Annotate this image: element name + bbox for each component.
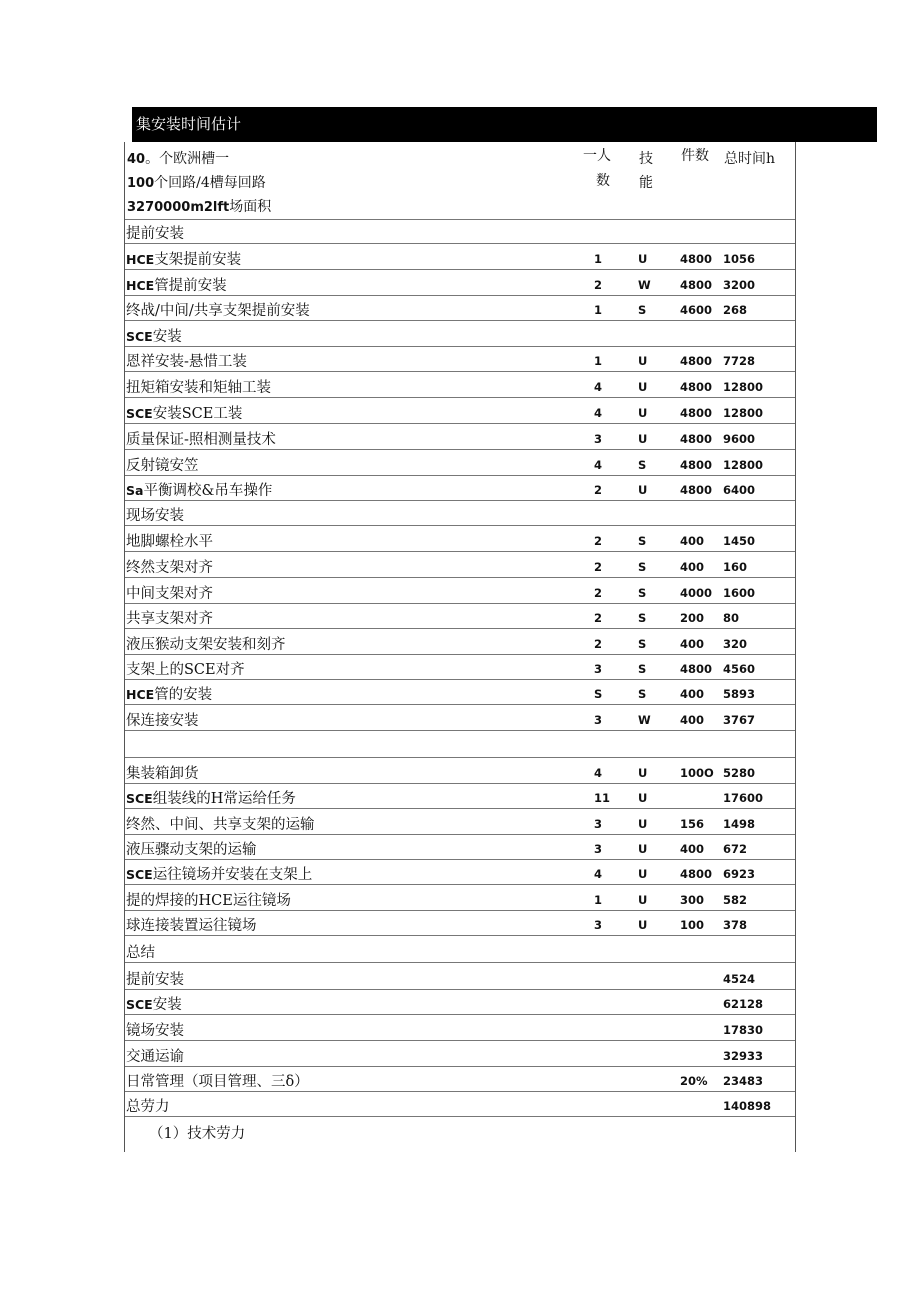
row-label xyxy=(126,325,182,346)
row-label-prefix: Sa xyxy=(126,483,144,498)
row-label-text: 现场安装 xyxy=(126,508,184,524)
total-hours: 6923 xyxy=(723,867,756,881)
col-people-line-1: 一人 xyxy=(583,148,611,164)
people-count: 3 xyxy=(594,918,603,932)
total-hours: 1600 xyxy=(723,586,756,600)
total-hours: 23483 xyxy=(723,1074,764,1088)
skill-code: U xyxy=(638,817,648,831)
people-count: 4 xyxy=(594,380,603,394)
total-hours: 12800 xyxy=(723,380,764,394)
total-hours: 7728 xyxy=(723,354,756,368)
row-label-text: 共享支架对齐 xyxy=(126,611,213,627)
skill-code: U xyxy=(638,252,648,266)
piece-count: 4800 xyxy=(680,662,713,676)
row-label-text: 交通运谕 xyxy=(126,1049,184,1065)
people-count: 2 xyxy=(594,637,603,651)
table-row xyxy=(125,629,795,655)
row-label xyxy=(126,941,155,962)
row-label-prefix: HCE xyxy=(126,252,155,267)
table-row xyxy=(125,1067,795,1092)
row-label-text: 日常管理（项目管理、三δ） xyxy=(126,1074,309,1090)
row-label xyxy=(126,683,212,704)
row-label-text: 保连接安装 xyxy=(126,713,199,729)
row-label xyxy=(126,762,199,783)
total-hours: 5280 xyxy=(723,766,756,780)
footnote: （1）技术劳力 xyxy=(149,1126,246,1142)
people-count: 3 xyxy=(594,662,603,676)
row-label xyxy=(126,428,276,449)
table-row xyxy=(125,552,795,578)
row-label-prefix: SCE xyxy=(126,406,153,421)
table-row xyxy=(125,450,795,476)
row-label-text: 平衡调校&吊车操作 xyxy=(143,483,273,499)
header-line-3-text: 场面积 xyxy=(229,199,272,215)
people-count: 1 xyxy=(594,303,603,317)
row-label xyxy=(126,530,213,551)
row-label xyxy=(126,709,199,730)
row-label-text: 地脚螺栓水平 xyxy=(126,534,213,550)
people-count: 2 xyxy=(594,586,603,600)
piece-count: 300 xyxy=(680,893,705,907)
row-label xyxy=(126,248,241,269)
row-label-text: 安装 xyxy=(152,997,182,1013)
total-hours: 582 xyxy=(723,893,748,907)
col-total-hours: 总时间h xyxy=(724,151,776,167)
skill-code: S xyxy=(638,560,647,574)
table-row xyxy=(125,347,795,372)
row-label-text: 终然支架对齐 xyxy=(126,560,213,576)
row-label xyxy=(126,914,257,935)
row-label xyxy=(126,863,312,884)
row-label-prefix: SCE xyxy=(126,791,153,806)
piece-count: 400 xyxy=(680,687,705,701)
skill-code: U xyxy=(638,766,648,780)
row-label-text: 液压骤动支架的运输 xyxy=(126,842,257,858)
header-line-2-num: 100 xyxy=(127,176,155,191)
skill-code: S xyxy=(638,458,647,472)
piece-count: 100O xyxy=(680,766,714,780)
row-label-text: 提前安装 xyxy=(126,972,184,988)
row-label-text: 提前安装 xyxy=(126,226,184,242)
table-row xyxy=(125,911,795,936)
table-row xyxy=(125,758,795,784)
row-label xyxy=(126,813,315,834)
header-line-1-num: 40 xyxy=(127,152,146,167)
total-hours: 80 xyxy=(723,611,740,625)
row-label xyxy=(126,889,291,910)
row-label xyxy=(126,968,184,989)
col-pieces: 件数 xyxy=(681,148,709,164)
piece-count: 400 xyxy=(680,534,705,548)
piece-count: 156 xyxy=(680,817,705,831)
people-count: S xyxy=(594,687,603,701)
skill-code: U xyxy=(638,918,648,932)
piece-count: 4800 xyxy=(680,278,713,292)
table-row xyxy=(125,372,795,398)
row-label xyxy=(126,350,247,371)
row-label xyxy=(126,556,213,577)
row-label xyxy=(126,658,245,679)
row-label xyxy=(126,1019,184,1040)
header-line-1 xyxy=(127,148,229,168)
row-label xyxy=(126,1095,170,1116)
row-label-prefix: SCE xyxy=(126,997,153,1012)
row-label-text: 球连接装置运往镜场 xyxy=(126,918,257,934)
table-row xyxy=(125,244,795,270)
row-label xyxy=(126,787,296,808)
total-hours: 6400 xyxy=(723,483,756,497)
people-count: 2 xyxy=(594,483,603,497)
skill-code: U xyxy=(638,406,648,420)
header-line-2-text: 个回路/4槽每回路 xyxy=(154,175,266,191)
piece-count: 20% xyxy=(680,1074,708,1088)
skill-code: U xyxy=(638,354,648,368)
piece-count: 200 xyxy=(680,611,705,625)
piece-count: 4800 xyxy=(680,406,713,420)
row-label-text: 终然、中间、共享支架的运输 xyxy=(126,817,315,833)
total-hours: 17830 xyxy=(723,1023,764,1037)
total-hours: 4524 xyxy=(723,972,756,986)
piece-count: 4800 xyxy=(680,252,713,266)
section-row xyxy=(125,321,795,347)
skill-code: U xyxy=(638,791,648,805)
table-row xyxy=(125,963,795,990)
piece-count: 400 xyxy=(680,560,705,574)
row-label-text: 管提前安装 xyxy=(154,278,227,294)
row-label xyxy=(126,633,286,654)
row-label-text: 镜场安装 xyxy=(126,1023,184,1039)
row-label-text: 质量保证-照相测量技术 xyxy=(126,432,276,448)
total-hours: 17600 xyxy=(723,791,764,805)
total-hours: 1498 xyxy=(723,817,756,831)
row-label xyxy=(126,274,227,295)
total-hours: 160 xyxy=(723,560,748,574)
skill-code: S xyxy=(638,303,647,317)
table-row xyxy=(125,784,795,809)
section-row xyxy=(125,219,795,244)
people-count: 1 xyxy=(594,252,603,266)
people-count: 4 xyxy=(594,766,603,780)
skill-code: U xyxy=(638,380,648,394)
skill-code: S xyxy=(638,637,647,651)
col-skill-line-2: 能 xyxy=(639,175,653,191)
skill-code: S xyxy=(638,687,647,701)
row-label-prefix: HCE xyxy=(126,687,155,702)
row-label-text: 总劳力 xyxy=(126,1099,170,1115)
total-hours: 672 xyxy=(723,842,748,856)
table-row xyxy=(125,526,795,552)
row-label xyxy=(126,838,257,859)
people-count: 2 xyxy=(594,278,603,292)
table-row xyxy=(125,296,795,321)
total-hours: 4560 xyxy=(723,662,756,676)
table-row xyxy=(125,424,795,450)
table-row xyxy=(125,1092,795,1117)
table-row xyxy=(125,1015,795,1041)
row-label-text: 总结 xyxy=(126,945,155,961)
skill-code: U xyxy=(638,893,648,907)
people-count: 1 xyxy=(594,354,603,368)
header-line-1-text: 。个欧洲槽一 xyxy=(145,151,230,167)
people-count: 2 xyxy=(594,534,603,548)
people-count: 3 xyxy=(594,713,603,727)
header-line-3 xyxy=(127,196,271,216)
row-label xyxy=(126,1045,184,1066)
total-hours: 12800 xyxy=(723,458,764,472)
table-row xyxy=(125,578,795,604)
people-count: 2 xyxy=(594,611,603,625)
skill-code: S xyxy=(638,662,647,676)
row-label xyxy=(126,504,184,525)
row-label xyxy=(126,1070,309,1091)
row-label-text: 扭矩箱安装和矩轴工装 xyxy=(126,380,271,396)
row-label-text: 支架上的SCE对齐 xyxy=(126,662,245,678)
row-label-text: 液压猴动支架安装和刻齐 xyxy=(126,637,286,653)
piece-count: 4800 xyxy=(680,483,713,497)
row-label xyxy=(126,402,242,423)
total-hours: 268 xyxy=(723,303,748,317)
row-label xyxy=(126,454,199,475)
piece-count: 4800 xyxy=(680,867,713,881)
piece-count: 400 xyxy=(680,713,705,727)
skill-code: W xyxy=(638,278,651,292)
row-label xyxy=(126,222,184,243)
table-row xyxy=(125,860,795,885)
table-row xyxy=(125,655,795,680)
skill-code: W xyxy=(638,713,651,727)
piece-count: 4800 xyxy=(680,458,713,472)
section-row xyxy=(125,501,795,526)
skill-code: U xyxy=(638,842,648,856)
skill-code: U xyxy=(638,867,648,881)
row-label xyxy=(126,479,272,500)
blank-row xyxy=(125,731,795,758)
row-label-text: 反射镜安笠 xyxy=(126,458,199,474)
table-row xyxy=(125,680,795,705)
people-count: 11 xyxy=(594,791,611,805)
piece-count: 400 xyxy=(680,637,705,651)
row-label xyxy=(126,299,310,320)
row-label-text: 中间支架对齐 xyxy=(126,586,213,602)
row-label-text: 安装SCE工装 xyxy=(152,406,243,422)
piece-count: 4000 xyxy=(680,586,713,600)
table-row xyxy=(125,885,795,911)
table-header xyxy=(125,142,795,220)
people-count: 3 xyxy=(594,432,603,446)
row-label-prefix: SCE xyxy=(126,867,153,882)
estimate-table xyxy=(124,142,796,1152)
total-hours: 378 xyxy=(723,918,748,932)
row-label-prefix: HCE xyxy=(126,278,155,293)
skill-code: S xyxy=(638,586,647,600)
table-row xyxy=(125,809,795,835)
table-row xyxy=(125,476,795,501)
col-people-line-2: 数 xyxy=(596,173,610,189)
col-skill-line-1: 技 xyxy=(639,151,653,167)
table-row xyxy=(125,835,795,860)
row-label xyxy=(126,376,271,397)
piece-count: 400 xyxy=(680,842,705,856)
piece-count: 100 xyxy=(680,918,705,932)
table-row xyxy=(125,398,795,424)
row-label-text: 组装线的H常运给任务 xyxy=(152,791,296,807)
row-label xyxy=(126,582,213,603)
total-hours: 3767 xyxy=(723,713,756,727)
skill-code: U xyxy=(638,432,648,446)
section-row xyxy=(125,936,795,963)
piece-count: 4800 xyxy=(680,432,713,446)
row-label-text: 集装箱卸货 xyxy=(126,766,199,782)
piece-count: 4800 xyxy=(680,380,713,394)
row-label xyxy=(126,993,182,1014)
row-label-prefix: SCE xyxy=(126,329,153,344)
row-label-text: 终战/中间/共享支架提前安装 xyxy=(126,303,310,319)
people-count: 3 xyxy=(594,842,603,856)
people-count: 2 xyxy=(594,560,603,574)
table-row xyxy=(125,705,795,731)
row-label-text: 运往镜场并安装在支架上 xyxy=(152,867,313,883)
total-hours: 62128 xyxy=(723,997,764,1011)
total-hours: 5893 xyxy=(723,687,756,701)
table-row xyxy=(125,1041,795,1067)
total-hours: 1056 xyxy=(723,252,756,266)
row-label-text: 支架提前安装 xyxy=(154,252,242,268)
table-row xyxy=(125,604,795,629)
total-hours: 12800 xyxy=(723,406,764,420)
row-label-text: 恩祥安装-悬惜工装 xyxy=(126,354,247,370)
row-label-text: 提的焊接的HCE运往镜场 xyxy=(126,893,291,909)
header-line-3-num: 3270000m2lft xyxy=(127,200,230,215)
total-hours: 1450 xyxy=(723,534,756,548)
people-count: 4 xyxy=(594,867,603,881)
row-label xyxy=(126,607,213,628)
people-count: 4 xyxy=(594,406,603,420)
total-hours: 140898 xyxy=(723,1099,772,1113)
piece-count: 4600 xyxy=(680,303,713,317)
table-row xyxy=(125,270,795,296)
skill-code: S xyxy=(638,534,647,548)
row-label-text: 管的安装 xyxy=(154,687,213,703)
row-label-text: 安装 xyxy=(152,329,182,345)
total-hours: 3200 xyxy=(723,278,756,292)
header-line-2 xyxy=(127,172,266,192)
people-count: 4 xyxy=(594,458,603,472)
people-count: 1 xyxy=(594,893,603,907)
table-row xyxy=(125,990,795,1015)
skill-code: U xyxy=(638,483,648,497)
people-count: 3 xyxy=(594,817,603,831)
total-hours: 32933 xyxy=(723,1049,764,1063)
total-hours: 9600 xyxy=(723,432,756,446)
total-hours: 320 xyxy=(723,637,748,651)
page-title: 集安装时间估计 xyxy=(132,107,877,142)
skill-code: S xyxy=(638,611,647,625)
piece-count: 4800 xyxy=(680,354,713,368)
